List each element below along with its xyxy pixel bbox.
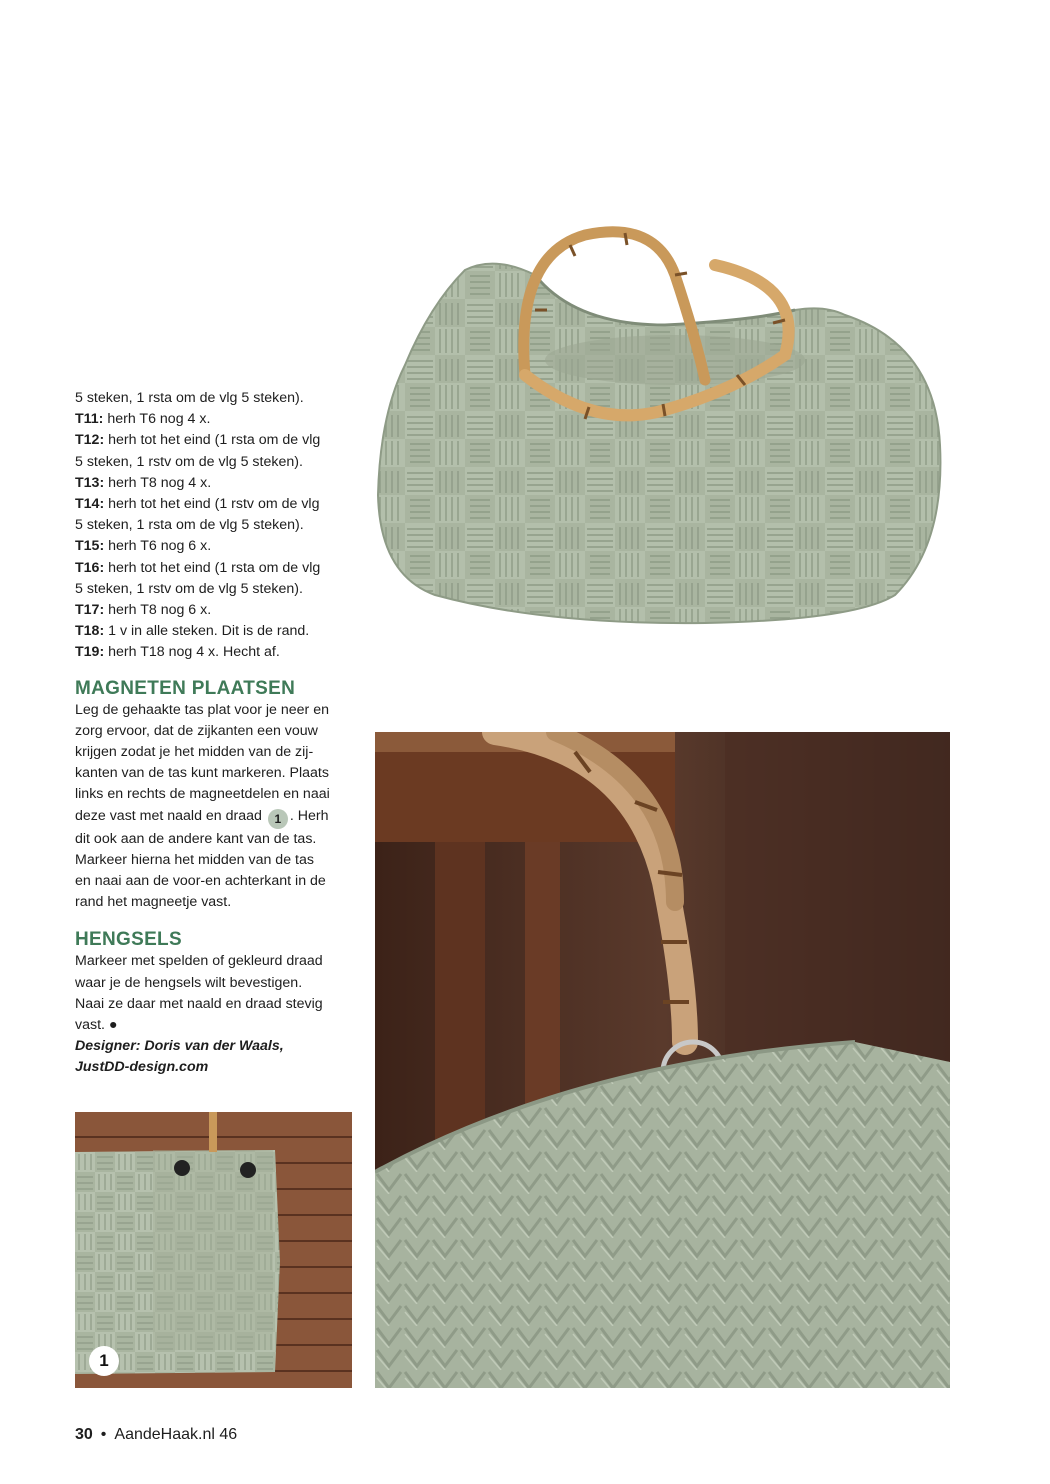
pattern-line: 5 steken, 1 rstv om de vlg 5 steken). bbox=[75, 580, 303, 597]
pattern-line: 5 steken, 1 rsta om de vlg 5 steken). bbox=[75, 390, 304, 406]
body-line: vast. ● bbox=[75, 1017, 118, 1034]
magnet-photo bbox=[75, 1112, 352, 1388]
pattern-line: T13: herh T8 nog 4 x. bbox=[75, 474, 212, 491]
body-line: en naai aan de voor-en achterkant in de bbox=[75, 873, 326, 890]
body-line: deze vast met naald en draad 1 . Herh bbox=[75, 806, 355, 829]
footer-bullet: • bbox=[100, 1426, 107, 1443]
body-line: links en rechts de magneetdelen en naai bbox=[75, 786, 330, 803]
pattern-line: T17: herh T8 nog 6 x. bbox=[75, 602, 212, 619]
body-line: krijgen zodat je het midden van de zij- bbox=[75, 744, 314, 761]
body-line: rand het magneetje vast. bbox=[75, 894, 232, 911]
photo-reference-marker: 1 bbox=[268, 809, 288, 829]
body-line: Markeer met spelden of gekleurd draad bbox=[75, 953, 323, 970]
designer-credit: Designer: Doris van der Waals, bbox=[75, 1038, 284, 1055]
publication-name: AandeHaak.nl 46 bbox=[114, 1426, 238, 1443]
handle-closeup-photo bbox=[375, 732, 950, 1388]
pattern-line: T12: herh tot het eind (1 rsta om de vlg bbox=[75, 432, 321, 449]
pattern-line: T11: herh T6 nog 4 x. bbox=[75, 411, 211, 428]
body-line: Leg de gehaakte tas plat voor je neer en bbox=[75, 701, 329, 718]
pattern-line: 5 steken, 1 rstv om de vlg 5 steken). bbox=[75, 453, 303, 470]
body-line: dit ook aan de andere kant van de tas. bbox=[75, 830, 317, 847]
body-line: waar je de hengsels wilt bevestigen. bbox=[75, 974, 303, 991]
body-line: Markeer hierna het midden van de tas bbox=[75, 851, 314, 868]
section-heading-hengsels: HENGSELS bbox=[75, 929, 182, 951]
pattern-line: T14: herh tot het eind (1 rstv om de vlg bbox=[75, 496, 320, 513]
pattern-line: T15: herh T6 nog 6 x. bbox=[75, 538, 212, 555]
body-line: kanten van de tas kunt markeren. Plaats bbox=[75, 765, 329, 782]
page-footer bbox=[75, 1426, 237, 1444]
page-number: 30 bbox=[75, 1426, 93, 1443]
pattern-line: T19: herh T18 nog 4 x. Hecht af. bbox=[75, 644, 280, 661]
bag-photo bbox=[375, 215, 950, 645]
designer-website: JustDD-design.com bbox=[75, 1059, 209, 1076]
photo-number-badge: 1 bbox=[89, 1346, 119, 1376]
pattern-text bbox=[75, 388, 355, 1079]
pattern-line: T18: 1 v in alle steken. Dit is de rand. bbox=[75, 623, 310, 640]
body-line: Naai ze daar met naald en draad stevig bbox=[75, 995, 323, 1012]
body-line: zorg ervoor, dat de zijkanten een vouw bbox=[75, 722, 318, 739]
pattern-line: T16: herh tot het eind (1 rsta om de vlg bbox=[75, 559, 321, 576]
pattern-line: 5 steken, 1 rsta om de vlg 5 steken). bbox=[75, 517, 304, 534]
section-heading-magneten: MAGNETEN PLAATSEN bbox=[75, 677, 296, 699]
